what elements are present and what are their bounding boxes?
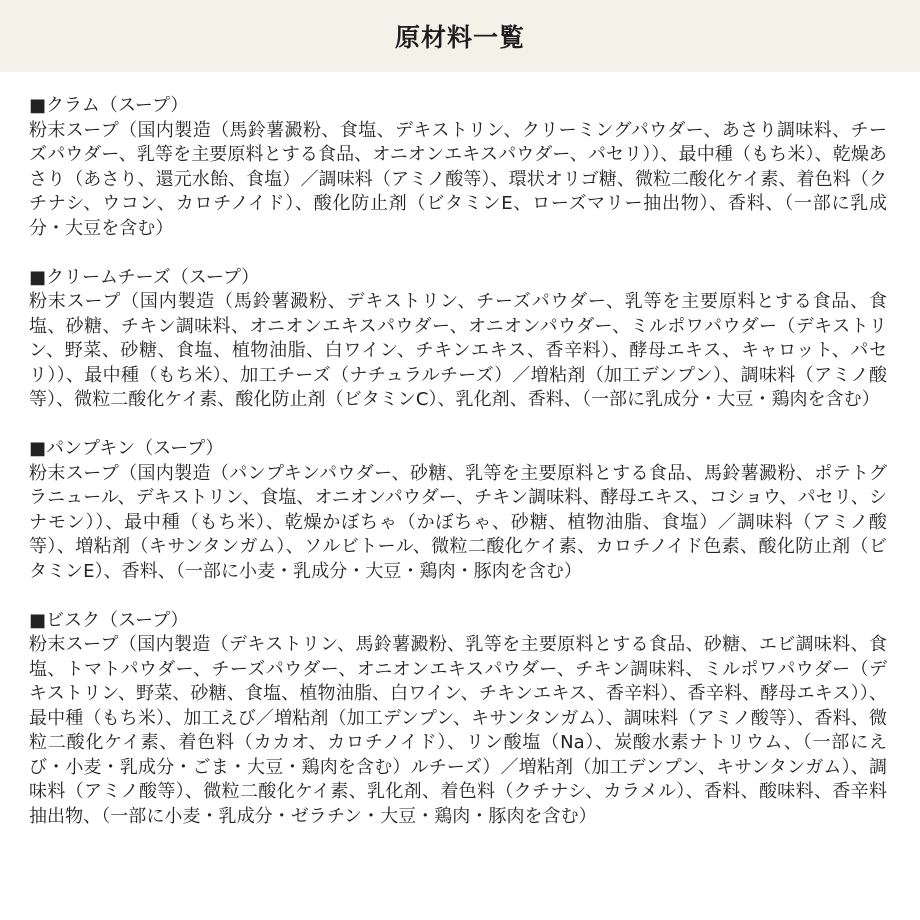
page-title: 原材料一覧	[394, 23, 525, 52]
section-title: ■クラム（スープ）	[29, 95, 189, 116]
section-bisque	[29, 609, 887, 830]
section-body: 粉末スープ（国内製造（馬鈴薯澱粉、食塩、デキストリン、クリーミングパウダー、あさり調味料、チーズパウダー、乳等を主要原料とする食品、オニオンエキスパウダー、パセリ））、最中種（もち米）、乾燥あさり（あさり、還元水飴、食塩）／調味料（アミノ酸等）、環状オリゴ糖、微粒二酸化ケイ素、着色料（クチナシ、ウコン、カロチノイド）、酸化防止剤（ビタミンE、ローズマリー抽出物）、香料、（一部に乳成分・大豆を含む）	[29, 119, 887, 239]
section-body: 粉末スープ（国内製造（パンプキンパウダー、砂糖、乳等を主要原料とする食品、馬鈴薯澱粉、ポテトグラニュール、デキストリン、食塩、オニオンパウダー、チキン調味料、酵母エキス、コショウ、パセリ、シナモン））、最中種（もち米）、乾燥かぼちゃ（かぼちゃ、砂糖、植物油脂、食塩）／調味料（アミノ酸等）、増粘剤（キサンタンガム）、ソルビトール、微粒二酸化ケイ素、カロチノイド色素、酸化防止剤（ビタミンE）、香料、（一部に小麦・乳成分・大豆・鶏肉・豚肉を含む）	[29, 462, 887, 582]
section-pumpkin	[29, 437, 887, 584]
header-bar	[0, 0, 920, 72]
section-clam	[29, 94, 887, 241]
section-cream-cheese	[29, 266, 887, 413]
section-body: 粉末スープ（国内製造（デキストリン、馬鈴薯澱粉、乳等を主要原料とする食品、砂糖、エビ調味料、食塩、トマトパウダー、チーズパウダー、オニオンエキスパウダー、チキン調味料、ミルポワパウダー（デキストリン、野菜、砂糖、食塩、植物油脂、白ワイン、チキンエキス、香辛料）、香辛料、酵母エキス））、最中種（もち米）、加工えび／増粘剤（加工デンプン、キサンタンガム）、調味料（アミノ酸等）、香料、微粒二酸化ケイ素、着色料（カカオ、カロチノイド）、リン酸塩（Na）、炭酸水素ナトリウム、（一部にえび・小麦・乳成分・ごま・大豆・鶏肉を含む）ルチーズ）／増粘剤（加工デンプン、キサンタンガム）、調味料（アミノ酸等）、微粒二酸化ケイ素、乳化剤、着色料（クチナシ、カラメル）、香料、酸味料、香辛料抽出物、（一部に小麦・乳成分・ゼラチン・大豆・鶏肉・豚肉を含む）	[29, 634, 887, 827]
section-title: ■クリームチーズ（スープ）	[29, 266, 260, 288]
section-body: 粉末スープ（国内製造（馬鈴薯澱粉、デキストリン、チーズパウダー、乳等を主要原料とする食品、食塩、砂糖、チキン調味料、オニオンエキスパウダー、オニオンパウダー、ミルポワパウダー（デキストリン、野菜、砂糖、食塩、植物油脂、白ワイン、チキンエキス、香辛料）、酵母エキス、キャロット、パセリ））、最中種（もち米）、加工チーズ（ナチュラルチーズ）／増粘剤（加工デンプン）、調味料（アミノ酸等）、微粒二酸化ケイ素、酸化防止剤（ビタミンC）、乳化剤、香料、（一部に乳成分・大豆・鶏肉を含む）	[29, 291, 887, 410]
section-title: ■ビスク（スープ）	[29, 609, 189, 631]
ingredients-list	[0, 72, 920, 829]
section-title: ■パンプキン（スープ）	[29, 438, 224, 459]
